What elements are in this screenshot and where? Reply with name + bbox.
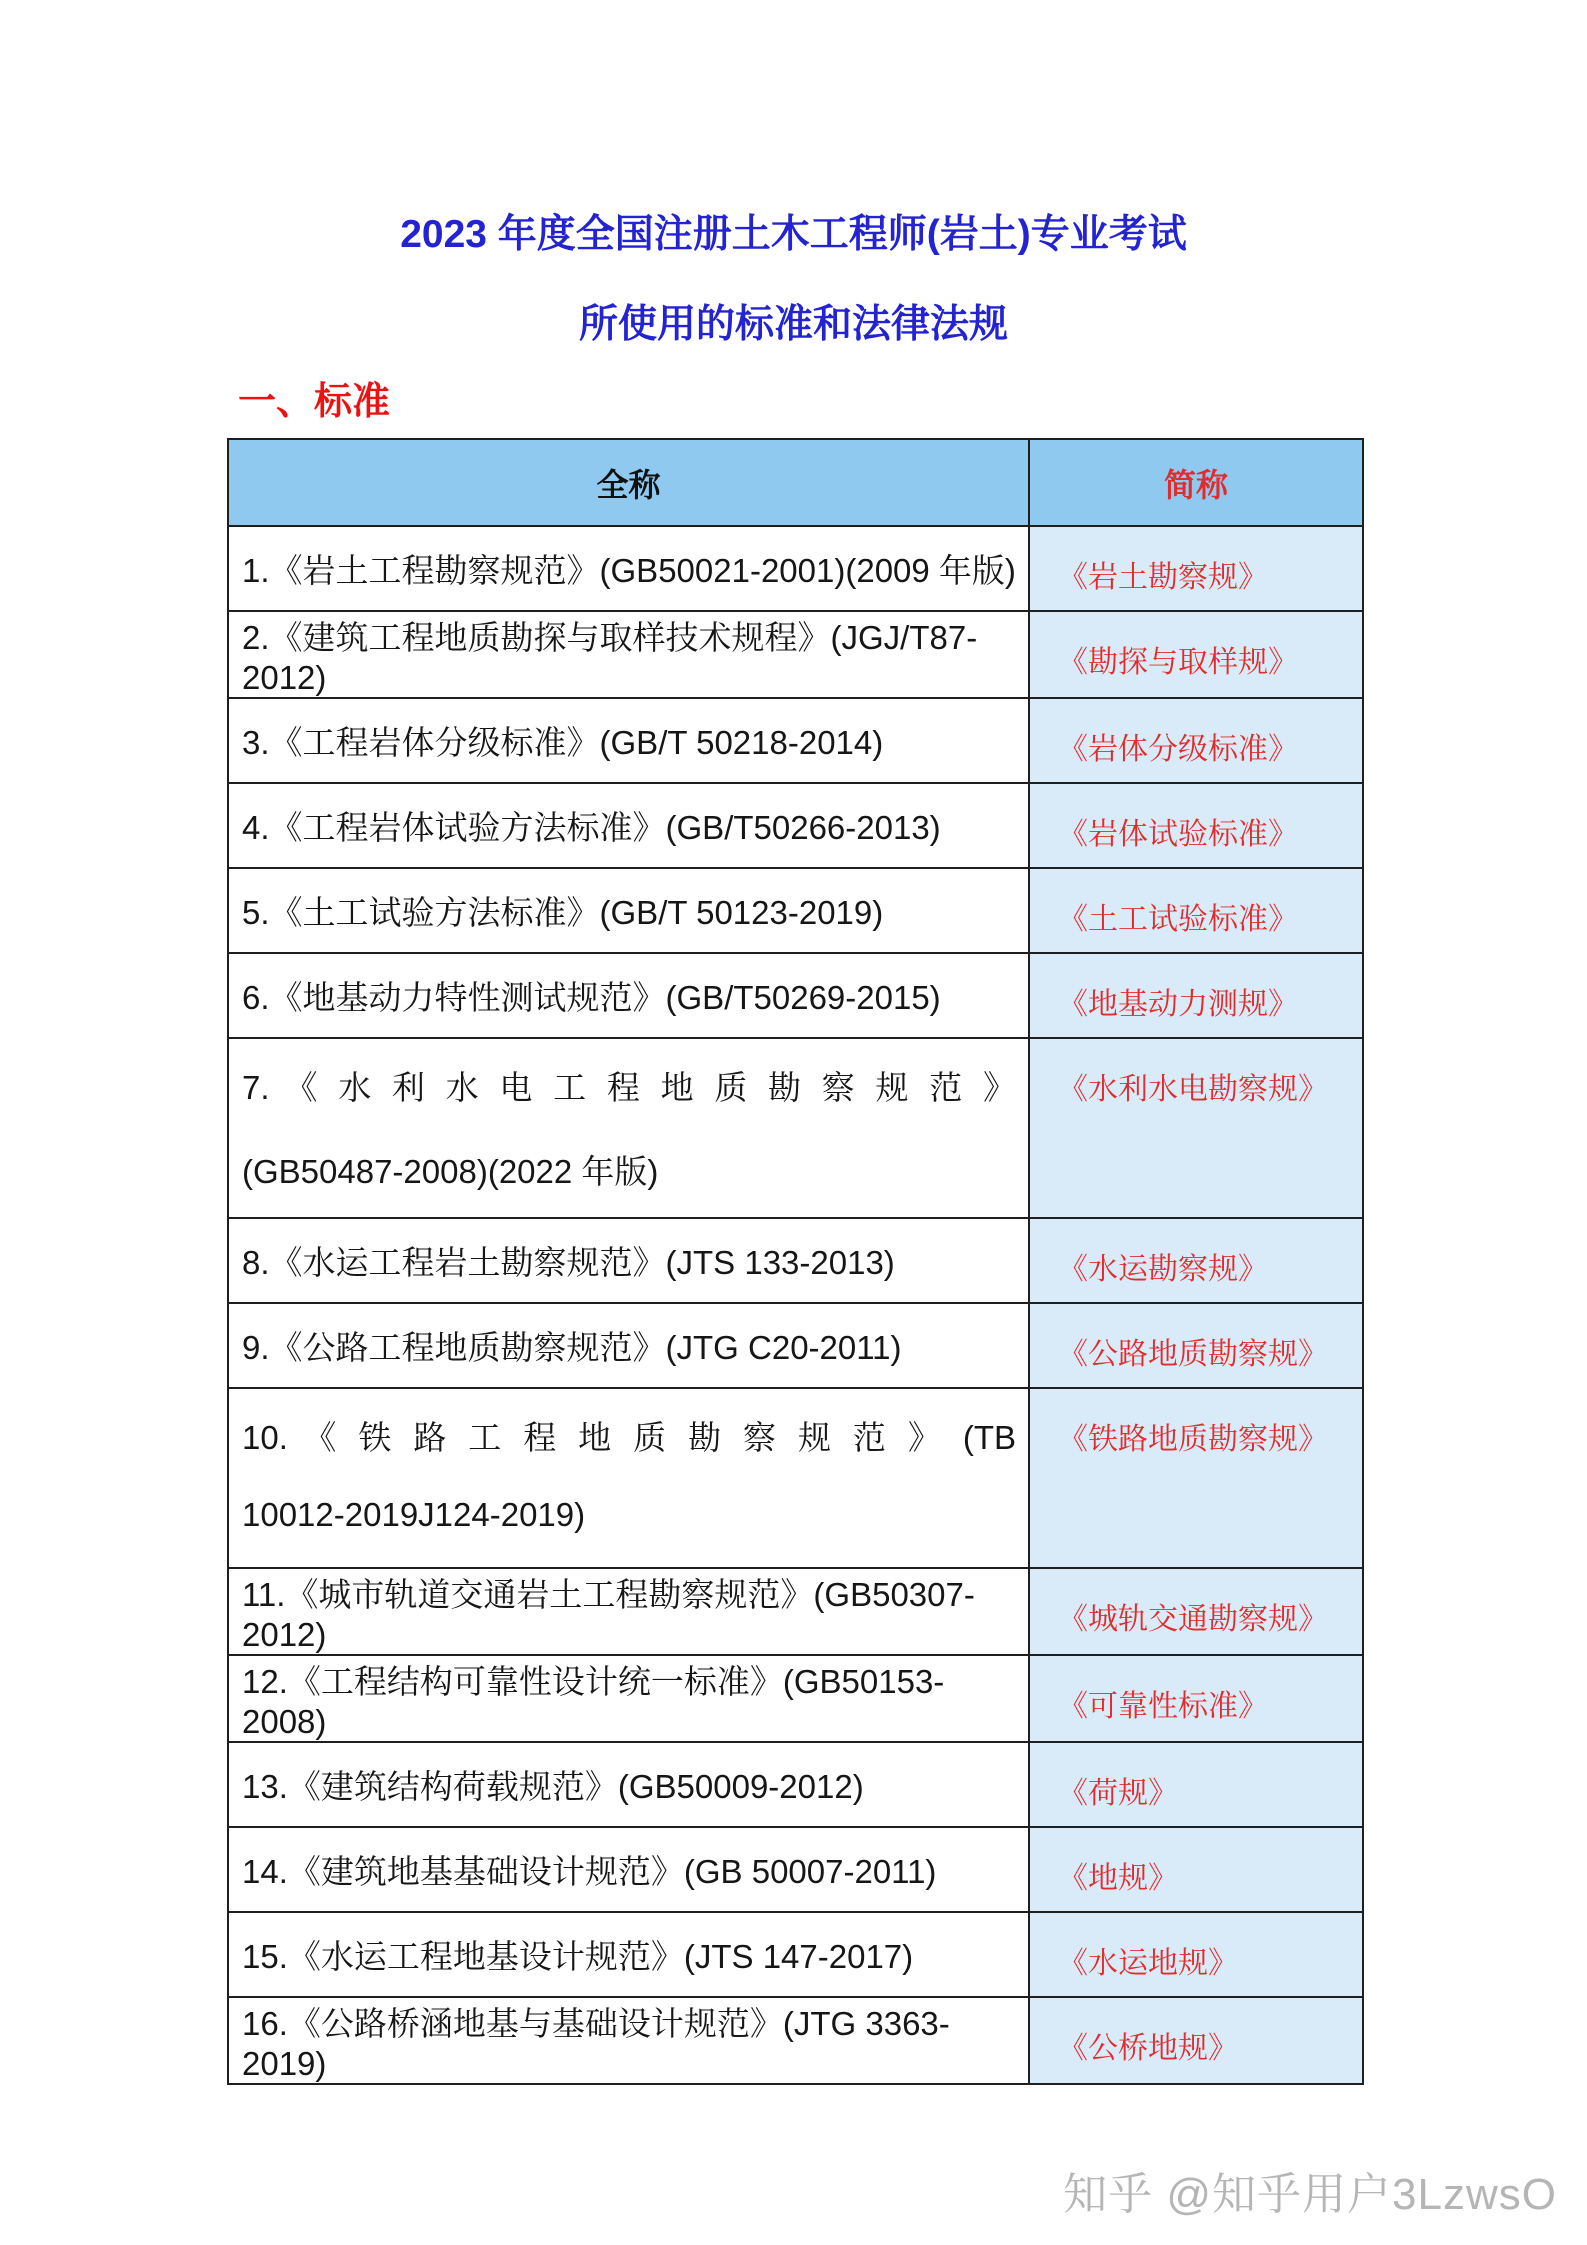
standard-short-name: 《岩体试验标准》 (1029, 783, 1363, 868)
standard-full-name: 5.《土工试验方法标准》(GB/T 50123-2019) (228, 868, 1029, 953)
table-row (228, 1912, 1363, 1997)
standard-full-name: 11.《城市轨道交通岩土工程勘察规范》(GB50307-2012) (228, 1568, 1029, 1655)
standard-short-name: 《荷规》 (1029, 1742, 1363, 1827)
standard-short-name: 《公桥地规》 (1029, 1997, 1363, 2084)
standard-full-name: 1.《岩土工程勘察规范》(GB50021-2001)(2009 年版) (228, 526, 1029, 611)
standard-full-name: 13.《建筑结构荷载规范》(GB50009-2012) (228, 1742, 1029, 1827)
standard-full-name-line2: 10012-2019J124-2019) (242, 1496, 586, 1533)
standard-full-name: 2.《建筑工程地质勘探与取样技术规程》(JGJ/T87-2012) (228, 611, 1029, 698)
standard-full-name (228, 1038, 1029, 1218)
standard-short-name: 《水利水电勘察规》 (1029, 1038, 1363, 1218)
standard-short-name: 《土工试验标准》 (1029, 868, 1363, 953)
standard-full-name: 14.《建筑地基基础设计规范》(GB 50007-2011) (228, 1827, 1029, 1912)
standard-full-name (228, 1388, 1029, 1568)
standard-full-name: 9.《公路工程地质勘察规范》(JTG C20-2011) (228, 1303, 1029, 1388)
standard-short-name: 《可靠性标准》 (1029, 1655, 1363, 1742)
table-row (228, 611, 1363, 698)
standard-short-name: 《岩土勘察规》 (1029, 526, 1363, 611)
standard-short-name: 《水运地规》 (1029, 1912, 1363, 1997)
standard-short-name: 《岩体分级标准》 (1029, 698, 1363, 783)
standard-short-name: 《勘探与取样规》 (1029, 611, 1363, 698)
standard-full-name: 3.《工程岩体分级标准》(GB/T 50218-2014) (228, 698, 1029, 783)
standard-short-name: 《地基动力测规》 (1029, 953, 1363, 1038)
standard-full-name-line1: 10. 《 铁 路 工 程 地 质 勘 察 规 范 》 (TB (242, 1419, 1016, 1456)
doc-title-line2: 所使用的标准和法律法规 (578, 303, 1008, 346)
doc-title-line1: 2023 年度全国注册土木工程师(岩土)专业考试 (400, 213, 1187, 256)
standard-full-name: 16.《公路桥涵地基与基础设计规范》(JTG 3363-2019) (228, 1997, 1029, 2084)
standard-short-name: 《铁路地质勘察规》 (1029, 1388, 1363, 1568)
watermark: 知乎 @知乎用户3LzwsO (1063, 2170, 1557, 2219)
table-row (228, 1303, 1363, 1388)
table-row (228, 953, 1363, 1038)
table-row (228, 1827, 1363, 1912)
standards-table (227, 438, 1364, 2085)
table-row (228, 1218, 1363, 1303)
section-heading-standards: 一、标准 (238, 381, 391, 423)
table-row (228, 1742, 1363, 1827)
table-row (228, 1038, 1363, 1218)
table-row (228, 783, 1363, 868)
standard-short-name: 《公路地质勘察规》 (1029, 1303, 1363, 1388)
column-header-full-name: 全称 (228, 439, 1029, 526)
standard-short-name: 《地规》 (1029, 1827, 1363, 1912)
table-row (228, 1568, 1363, 1655)
standard-full-name: 8.《水运工程岩土勘察规范》(JTS 133-2013) (228, 1218, 1029, 1303)
standard-full-name: 15.《水运工程地基设计规范》(JTS 147-2017) (228, 1912, 1029, 1997)
column-header-short-name: 简称 (1029, 439, 1363, 526)
standard-full-name: 4.《工程岩体试验方法标准》(GB/T50266-2013) (228, 783, 1029, 868)
standard-full-name-line1: 7. 《 水 利 水 电 工 程 地 质 勘 察 规 范 》 (242, 1069, 1016, 1106)
table-header-row (228, 439, 1363, 526)
table-row (228, 526, 1363, 611)
standard-short-name: 《水运勘察规》 (1029, 1218, 1363, 1303)
table-row (228, 1997, 1363, 2084)
standard-full-name: 12.《工程结构可靠性设计统一标准》(GB50153-2008) (228, 1655, 1029, 1742)
table-row (228, 1655, 1363, 1742)
table-row (228, 1388, 1363, 1568)
standard-short-name: 《城轨交通勘察规》 (1029, 1568, 1363, 1655)
table-row (228, 868, 1363, 953)
standard-full-name-line2: (GB50487-2008)(2022 年版) (242, 1153, 659, 1190)
standard-full-name: 6.《地基动力特性测试规范》(GB/T50269-2015) (228, 953, 1029, 1038)
table-row (228, 698, 1363, 783)
